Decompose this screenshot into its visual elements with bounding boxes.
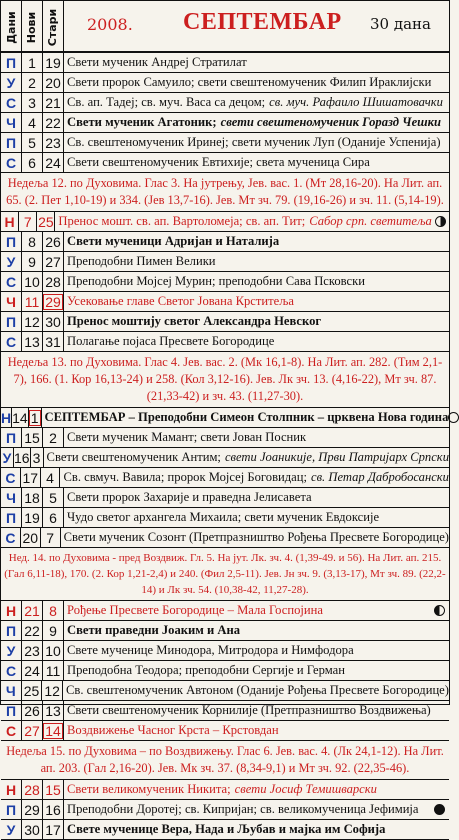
weekday-letter: Н <box>1 409 12 426</box>
feast-text <box>64 701 449 720</box>
day-row <box>1 448 449 468</box>
feast-main: Свети великомученик Никита; <box>67 782 231 796</box>
day-row <box>1 488 449 508</box>
old-date-value: 10 <box>45 642 61 659</box>
week-reading: Недеља 12. по Духовима. Глас 3. На јутрењу, Јев. вас. 1. (Мт 28,16-20). На Лит. ап. 65. (2. Пет 1,10-19) и 334. (Јев 13,7-16). Јев. Мт зч. 79. (19,16-26) и зч. 11. (5,14-19). <box>1 173 449 212</box>
week-reading: Нед. 14. по Духовима - пред Воздвиж. Гл. 5. На јут. Лк. зч. 4. (1,39-49. и 56). На Лит. ап. 215. (Гал 6,11-18), 170. (2. Кор 1,21-2,4) и 240. (Фил 2,5-11). Јев. Јн зч. 9. (3,13-17), Мт зч. 89. (22,2-14) и Лк зч. 54. (10,38-42, 11,27-28). <box>1 548 449 601</box>
days-count: 30 дана <box>370 15 431 33</box>
feast-local-saint: свети свештеномученик Горазд Чешки <box>220 115 442 129</box>
feast-main: Свете мученице Вера, Нада и Љубав и мајка им Софија <box>67 822 386 836</box>
feast-text <box>64 133 449 152</box>
day-row <box>1 133 449 153</box>
feast-local-saint: св. Петар Дабробосански <box>311 470 449 484</box>
new-calendar-date: 27 <box>22 721 43 740</box>
weekday-letter: П <box>1 621 22 640</box>
old-calendar-date <box>43 641 64 660</box>
day-row <box>1 312 449 332</box>
old-calendar-date <box>29 408 42 427</box>
old-calendar-date <box>43 53 64 72</box>
new-calendar-date: 17 <box>21 468 41 487</box>
feast-text <box>64 232 449 251</box>
feast-text <box>64 53 449 72</box>
day-row <box>1 232 449 252</box>
moon-phase <box>448 408 459 427</box>
weekday-letter: С <box>1 332 22 351</box>
old-calendar-date <box>43 272 64 291</box>
feast-text <box>64 488 449 507</box>
feast-main: Свете мученице Минодора, Митродора и Нимфодора <box>67 643 354 657</box>
new-calendar-date: 23 <box>22 641 43 660</box>
old-date-value: 17 <box>45 821 61 838</box>
calendar-header <box>1 1 449 53</box>
weekday-letter: Ч <box>1 681 22 700</box>
weekday-letter: С <box>1 661 22 680</box>
feast-local-saint: свети Јоаникије, Први Патријарх Српски <box>224 450 449 464</box>
feast-main: Св. свештеномученик Иринеј; свети мученик Луп (Оданије Успенија) <box>67 135 441 149</box>
col-old-header: Стари <box>43 1 64 53</box>
old-calendar-date <box>41 468 61 487</box>
new-calendar-date: 1 <box>22 53 43 72</box>
feast-main: Пренос мошт. св. ап. Вартоломеја; св. ап. Тит; <box>58 214 306 228</box>
feast-main: Свети мученик Созонт (Претпразништво Рођења Пресвете Богородице) <box>63 530 449 544</box>
old-calendar-date <box>43 133 64 152</box>
weekday-letter: Н <box>1 212 19 231</box>
new-calendar-date: 10 <box>22 272 43 291</box>
weekday-letter: П <box>1 53 22 72</box>
day-row <box>1 780 449 800</box>
old-calendar-date <box>43 93 64 112</box>
day-row <box>1 272 449 292</box>
new-calendar-date: 11 <box>22 292 43 311</box>
feast-text <box>64 721 449 740</box>
moon-half-r-icon <box>434 605 445 616</box>
old-date-value: 3 <box>32 449 41 466</box>
new-calendar-date: 13 <box>22 332 43 351</box>
feast-local-saint: Сабор срп. светитеља <box>309 214 432 228</box>
old-date-value: 16 <box>45 801 61 818</box>
weekday-letter: П <box>1 312 22 331</box>
old-date-value: 30 <box>45 313 61 330</box>
feast-main: Полагање појаса Пресвете Богородице <box>67 334 275 348</box>
weekday-letter: У <box>1 73 22 92</box>
old-date-value: 15 <box>45 781 61 798</box>
weekday-letter: П <box>1 508 22 527</box>
old-calendar-date <box>43 621 64 640</box>
feast-text <box>55 212 431 231</box>
day-row <box>1 53 449 73</box>
new-calendar-date: 2 <box>22 73 43 92</box>
new-calendar-date: 4 <box>22 113 43 132</box>
old-date-value: 2 <box>49 429 57 446</box>
old-date-value: 25 <box>38 213 54 230</box>
feast-text <box>64 800 429 819</box>
moon-full-icon <box>434 804 445 815</box>
weekday-letter: С <box>1 272 22 291</box>
feast-main: Рођење Пресвете Богородице – Мала Госпојина <box>67 603 323 617</box>
old-date-value: 28 <box>45 273 61 290</box>
feast-text <box>60 468 449 487</box>
new-calendar-date: 6 <box>22 153 43 172</box>
old-calendar-date <box>43 428 64 447</box>
moon-phase <box>429 601 449 620</box>
old-calendar-date <box>43 312 64 331</box>
weekday-letter: У <box>1 252 22 271</box>
feast-main: Преподобни Пимен Велики <box>67 254 216 268</box>
new-calendar-date: 16 <box>13 449 30 466</box>
old-date-value: 9 <box>49 622 57 639</box>
feast-text <box>64 252 449 271</box>
old-date-value: 6 <box>49 509 57 526</box>
weekday-letter: С <box>1 468 21 487</box>
feast-text <box>64 428 449 447</box>
old-calendar-date <box>43 721 64 740</box>
old-date-value: 8 <box>49 602 57 619</box>
month-title: СЕПТЕМБАР <box>183 9 342 35</box>
feast-main: Преподобни Доротеј; св. Кипријан; св. великомученица Јефимија <box>67 802 419 816</box>
feast-main: Свети мученици Адријан и Наталија <box>67 234 280 248</box>
weekday-letter: С <box>1 721 22 740</box>
moon-phase <box>432 212 449 231</box>
day-row <box>1 212 449 232</box>
new-calendar-date: 9 <box>22 252 43 271</box>
old-calendar-date <box>31 448 44 467</box>
feast-main: Чудо светог архангела Михаила; свети мученик Евдоксије <box>67 510 380 524</box>
new-calendar-date: 3 <box>22 93 43 112</box>
old-calendar-date <box>43 508 64 527</box>
old-date-value: 11 <box>45 662 61 679</box>
feast-main: Свети мученик Агатоник; <box>67 115 217 129</box>
old-calendar-date <box>43 332 64 351</box>
old-calendar-date <box>43 780 64 799</box>
feast-text <box>64 508 449 527</box>
feast-text <box>64 780 449 799</box>
new-calendar-date: 24 <box>22 661 43 680</box>
day-row <box>1 408 449 428</box>
old-date-value: 29 <box>45 293 61 310</box>
day-row <box>1 332 449 352</box>
new-calendar-date: 29 <box>22 800 43 819</box>
old-date-value: 23 <box>45 134 61 151</box>
weekday-letter: С <box>1 528 21 547</box>
day-row <box>1 93 449 113</box>
feast-main: Свети праведни Јоаким и Ана <box>67 623 241 637</box>
feast-main: Св. ап. Тадеј; св. муч. Васа са децом; <box>67 95 266 109</box>
day-row <box>1 292 449 312</box>
old-date-value: 13 <box>45 702 61 719</box>
weekday-letter: С <box>1 93 22 112</box>
feast-text <box>64 73 449 92</box>
day-row <box>1 661 449 681</box>
old-calendar-date <box>43 73 64 92</box>
feast-text <box>64 93 449 112</box>
new-calendar-date: 28 <box>22 780 43 799</box>
feast-text <box>42 408 449 427</box>
day-row <box>1 113 449 133</box>
old-date-value: 1 <box>30 409 39 426</box>
moon-half-l-icon <box>435 216 446 227</box>
old-date-value: 7 <box>46 529 55 546</box>
new-calendar-date: 20 <box>21 528 41 547</box>
feast-text <box>64 661 449 680</box>
old-date-value: 12 <box>44 682 60 699</box>
feast-text <box>61 528 449 547</box>
old-calendar-date <box>43 113 64 132</box>
feast-text <box>64 153 449 172</box>
old-date-value: 20 <box>45 74 61 91</box>
new-calendar-date: 12 <box>22 312 43 331</box>
new-calendar-date: 7 <box>19 212 37 231</box>
feast-main: Св. свештеномученик Автоном (Оданије Рођења Пресвете Богородице) <box>65 683 449 697</box>
old-date-value: 24 <box>45 154 61 171</box>
weekday-letter: П <box>1 800 22 819</box>
old-calendar-date <box>43 232 64 251</box>
weekday-letter: Н <box>1 601 22 620</box>
old-calendar-date <box>37 212 55 231</box>
feast-text <box>64 292 449 311</box>
calendar-body <box>1 53 449 840</box>
day-row <box>1 721 449 741</box>
new-calendar-date: 14 <box>12 409 28 426</box>
day-row <box>1 428 449 448</box>
feast-main: Усековање главе Светог Јована Крститеља <box>67 294 294 308</box>
weekday-letter: П <box>1 701 22 720</box>
day-row <box>1 800 449 820</box>
feast-text <box>64 312 449 331</box>
old-date-value: 22 <box>45 114 61 131</box>
weekday-letter: С <box>1 153 22 172</box>
day-row <box>1 681 449 701</box>
old-calendar-date <box>43 252 64 271</box>
old-date-value: 21 <box>45 94 61 111</box>
day-row <box>1 73 449 93</box>
old-date-value: 31 <box>45 333 61 350</box>
week-reading: Недеља 15. по Духовима – по Воздвижењу. Глас 6. Јев. вас. 4. (Лк 24,1-12). На Лит. ап. 203. (Гал 2,16-20). Јев. Мк зч. 37. (8,34-9,1) и Мт зч. 92. (22,35-46). <box>1 741 449 780</box>
feast-text <box>63 681 449 700</box>
weekday-letter: П <box>1 428 22 447</box>
old-calendar-date <box>43 701 64 720</box>
col-new-header: Нови <box>22 1 43 53</box>
new-calendar-date: 21 <box>22 601 43 620</box>
feast-text <box>64 641 449 660</box>
day-row <box>1 621 449 641</box>
column-headers <box>1 1 65 53</box>
weekday-letter: Ч <box>1 292 22 311</box>
weekday-letter: У <box>1 820 22 839</box>
col-days-header: Дани <box>1 1 22 53</box>
feast-main: Преподобна Теодора; преподобни Сергије и Герман <box>67 663 345 677</box>
old-date-value: 27 <box>45 253 61 270</box>
feast-main: Свети пророк Захарије и праведна Јелисавета <box>67 490 312 504</box>
new-calendar-date: 25 <box>22 681 43 700</box>
new-calendar-date: 18 <box>22 488 43 507</box>
weekday-letter: У <box>1 448 14 467</box>
weekday-letter: Н <box>1 780 22 799</box>
new-calendar-date: 30 <box>22 820 43 839</box>
old-calendar-date <box>43 292 64 311</box>
old-calendar-date <box>43 800 64 819</box>
old-calendar-date <box>43 153 64 172</box>
feast-main: СЕПТЕМБАР – Преподобни Симеон Столпник – црквена Нова година <box>44 410 449 424</box>
old-date-value: 4 <box>46 469 54 486</box>
old-date-value: 26 <box>45 233 61 250</box>
old-calendar-date <box>42 681 63 700</box>
moon-phase <box>429 800 449 819</box>
new-calendar-date: 19 <box>22 508 43 527</box>
feast-main: Воздвижење Часног Крста – Крстовдан <box>67 723 279 737</box>
day-row <box>1 153 449 173</box>
day-row <box>1 601 449 621</box>
new-calendar-date: 26 <box>22 701 43 720</box>
old-date-value: 14 <box>45 722 61 739</box>
old-calendar-date <box>43 820 64 839</box>
day-row <box>1 252 449 272</box>
weekday-letter: Ч <box>1 113 22 132</box>
day-row <box>1 508 449 528</box>
feast-text <box>64 621 449 640</box>
feast-main: Пренос моштију светог Александра Невског <box>67 314 322 328</box>
day-row <box>1 701 449 721</box>
feast-main: Свети свештеномученик Антим; <box>46 450 221 464</box>
feast-main: Преподобни Мојсеј Мурин; преподобни Сава Псковски <box>67 274 365 288</box>
weekday-letter: П <box>1 232 22 251</box>
old-date-value: 19 <box>45 54 61 71</box>
new-calendar-date: 15 <box>22 428 43 447</box>
weekday-letter: У <box>1 641 22 660</box>
feast-text <box>64 820 449 839</box>
day-row <box>1 820 449 840</box>
feast-main: Св. свмуч. Вавила; пророк Мојсеј Боговидац; <box>63 470 307 484</box>
day-row <box>1 528 449 548</box>
old-calendar-date <box>41 528 61 547</box>
feast-text <box>64 113 449 132</box>
feast-text <box>64 601 429 620</box>
feast-main: Свети пророк Самуило; свети свештеномученик Филип Ираклијски <box>67 75 432 89</box>
feast-main: Свети мученик Мамант; свети Јован Посник <box>67 430 307 444</box>
old-calendar-date <box>43 601 64 620</box>
weekday-letter: П <box>1 133 22 152</box>
feast-local-saint: свети Јосиф Темишварски <box>234 782 377 796</box>
week-reading: Недеља 13. по Духовима. Глас 4. Јев. вас. 2. (Мк 16,1-8). На Лит. ап. 282. (Тим 2,1-7), 166. (1. Кор 16,13-24) и 258. (Кол 3,12-16). Јев. Лк зч. 13. (4,16-22), Мт зч. 87. (21,33-42) и зч. 43. (11,27-30). <box>1 352 449 408</box>
feast-main: Свети свештеномученик Евтихије; света мученица Сира <box>67 155 370 169</box>
feast-text <box>64 332 449 351</box>
day-row <box>1 641 449 661</box>
day-row <box>1 468 449 488</box>
weekday-letter: Ч <box>1 488 22 507</box>
feast-text <box>64 272 449 291</box>
year-label: 2008. <box>87 15 133 34</box>
old-calendar-date <box>43 488 64 507</box>
new-calendar-date: 22 <box>22 621 43 640</box>
old-calendar-date <box>43 661 64 680</box>
new-calendar-date: 8 <box>22 232 43 251</box>
old-date-value: 5 <box>49 489 57 506</box>
feast-main: Свети свештеномученик Корнилије (Претпразништво Воздвижења) <box>67 703 431 717</box>
feast-local-saint: св. муч. Рафаило Шишатовачки <box>269 95 443 109</box>
feast-text <box>44 448 449 467</box>
feast-main: Свети мученик Андреј Стратилат <box>67 55 247 69</box>
new-calendar-date: 5 <box>22 133 43 152</box>
moon-empty-icon <box>448 412 459 423</box>
